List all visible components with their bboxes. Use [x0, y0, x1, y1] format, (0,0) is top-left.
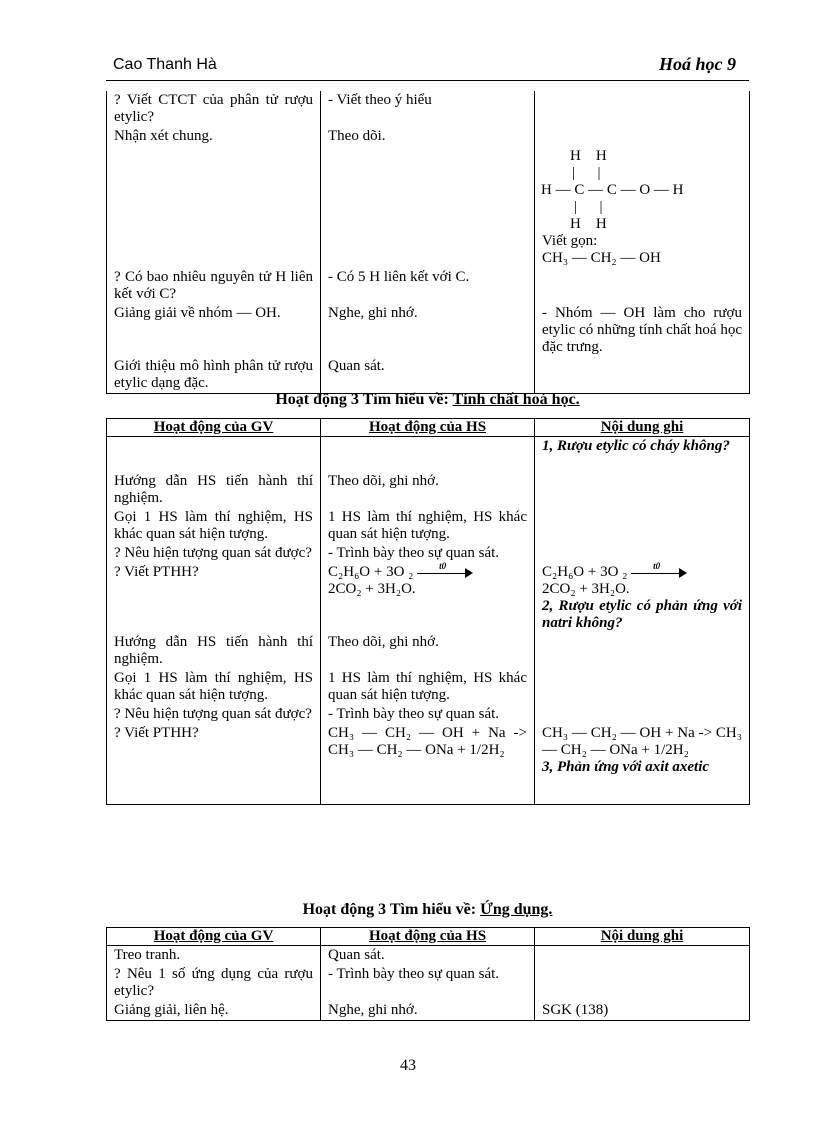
- table-row: [107, 633, 750, 669]
- col-header-gv: Hoạt động của GV: [107, 419, 321, 437]
- hs-cell: - Trình bày theo sự quan sát.: [321, 965, 535, 1001]
- reaction-arrow: t0: [417, 567, 473, 579]
- table-row: [107, 91, 750, 127]
- hs-cell: 1 HS làm thí nghiệm, HS khác quan sát hiện tượng.: [321, 669, 535, 705]
- hs-cell: - Trình bày theo sự quan sát.: [321, 705, 535, 724]
- table-row: [107, 437, 750, 473]
- nd-equation: C₂H₆O + 3O ₂ t0 2CO₂ + 3H₂O. 2, Rượu etylic có phản ứng với natri không?: [535, 563, 750, 633]
- table-applications: [106, 927, 750, 1021]
- gv-cell: Giảng giải về nhóm — OH.: [107, 304, 321, 357]
- gv-cell: Giới thiệu mô hình phân tử rượu etylic dạng đặc.: [107, 357, 321, 394]
- gv-cell: ? Có bao nhiêu nguyên tử H liên kết với C?: [107, 268, 321, 304]
- reaction-arrow: t0: [631, 567, 687, 579]
- structure-line: H H: [570, 148, 607, 164]
- structure-line: H — C — C — O — H: [541, 182, 684, 198]
- gv-cell: ? Nêu hiện tượng quan sát được?: [107, 544, 321, 563]
- header-rule: [106, 80, 749, 81]
- nd-cell-structure: [535, 127, 750, 268]
- table-row: [107, 965, 750, 1001]
- gv-cell: Hướng dẫn HS tiến hành thí nghiệm.: [107, 472, 321, 508]
- col-header-nd: Nội dung ghi: [535, 419, 750, 437]
- hs-cell: Quan sát.: [321, 946, 535, 966]
- col-header-hs: Hoạt động của HS: [321, 419, 535, 437]
- nd-cell: SGK (138): [535, 1001, 750, 1021]
- nd-cell: - Nhóm — OH làm cho rượu etylic có những tính chất hoá học đặc trưng.: [535, 304, 750, 357]
- gv-cell: Gọi 1 HS làm thí nghiệm, HS khác quan sát hiện tượng.: [107, 508, 321, 544]
- hs-cell: Quan sát.: [321, 357, 535, 394]
- gv-cell: Treo tranh.: [107, 946, 321, 966]
- section-title-applications: Hoạt động 3 Tìm hiểu về: Ứng dụng.: [302, 901, 553, 918]
- table-row: [107, 724, 750, 805]
- header-subject: Hoá học 9: [658, 54, 736, 74]
- nd-cell: [535, 268, 750, 304]
- hs-cell: Nghe, ghi nhớ.: [321, 304, 535, 357]
- structure-line: H H: [570, 216, 607, 232]
- structure-line: | |: [572, 165, 601, 181]
- col-header-gv: Hoạt động của GV: [107, 928, 321, 946]
- table-row: [107, 304, 750, 357]
- table-row: [107, 357, 750, 394]
- hs-equation: CH₃ — CH₂ — OH + Na -> CH₃ — CH₂ — ONa + 1/2H₂: [321, 724, 535, 805]
- short-label: Viết gọn:: [542, 233, 598, 249]
- gv-cell: ? Viết CTCT của phân tử rượu etylic?: [107, 91, 321, 127]
- table-row: [107, 508, 750, 544]
- hs-cell: Theo dõi, ghi nhớ.: [321, 633, 535, 669]
- hs-cell: - Có 5 H liên kết với C.: [321, 268, 535, 304]
- gv-cell: ? Viết PTHH?: [107, 724, 321, 805]
- gv-cell: Hướng dẫn HS tiến hành thí nghiệm.: [107, 633, 321, 669]
- table-row: [107, 1001, 750, 1021]
- nd-question: 3, Phản ứng với axit axetic: [542, 759, 710, 775]
- table-row: [107, 669, 750, 705]
- nd-question: 2, Rượu etylic có phản ứng với natri không?: [542, 598, 742, 631]
- table-row: [107, 563, 750, 633]
- nd-question: 1, Rượu etylic có cháy không?: [535, 437, 750, 473]
- page-number: 43: [400, 1057, 416, 1074]
- table-row: [107, 472, 750, 508]
- gv-cell: ? Nêu hiện tượng quan sát được?: [107, 705, 321, 724]
- col-header-nd: Nội dung ghi: [535, 928, 750, 946]
- table-row: [107, 946, 750, 966]
- nd-cell: [535, 357, 750, 394]
- table-row: [107, 127, 750, 268]
- table-structure: [106, 91, 750, 394]
- section-title-chemical-properties: Hoạt động 3 Tìm hiểu về: Tính chất hoá học.: [275, 391, 580, 408]
- short-formula: CH₃ — CH₂ — OH: [542, 250, 661, 266]
- gv-cell: Giảng giải, liên hệ.: [107, 1001, 321, 1021]
- gv-cell: ? Viết PTHH?: [107, 563, 321, 633]
- hs-equation: C₂H₆O + 3O ₂ t0 2CO₂ + 3H₂O.: [321, 563, 535, 633]
- table-row: [107, 705, 750, 724]
- hs-cell: - Trình bày theo sự quan sát.: [321, 544, 535, 563]
- nd-equation: CH₃ — CH₂ — OH + Na -> CH₃ — CH₂ — ONa + 1/2H₂ 3, Phản ứng với axit axetic: [535, 724, 750, 805]
- header-author: Cao Thanh Hà: [113, 56, 217, 73]
- table-row: [107, 268, 750, 304]
- col-header-hs: Hoạt động của HS: [321, 928, 535, 946]
- table-chemical-properties: [106, 418, 750, 805]
- gv-cell: ? Nêu 1 số ứng dụng của rượu etylic?: [107, 965, 321, 1001]
- structure-line: | |: [574, 199, 603, 215]
- hs-cell: 1 HS làm thí nghiệm, HS khác quan sát hiện tượng.: [321, 508, 535, 544]
- hs-cell: - Viết theo ý hiểu: [321, 91, 535, 127]
- hs-cell: Nghe, ghi nhớ.: [321, 1001, 535, 1021]
- hs-cell: Theo dõi, ghi nhớ.: [321, 472, 535, 508]
- table-header-row: [107, 928, 750, 946]
- table-header-row: [107, 419, 750, 437]
- nd-cell: [535, 91, 750, 127]
- hs-cell: Theo dõi.: [321, 127, 535, 268]
- gv-cell: Gọi 1 HS làm thí nghiệm, HS khác quan sát hiện tượng.: [107, 669, 321, 705]
- gv-cell: Nhận xét chung.: [107, 127, 321, 268]
